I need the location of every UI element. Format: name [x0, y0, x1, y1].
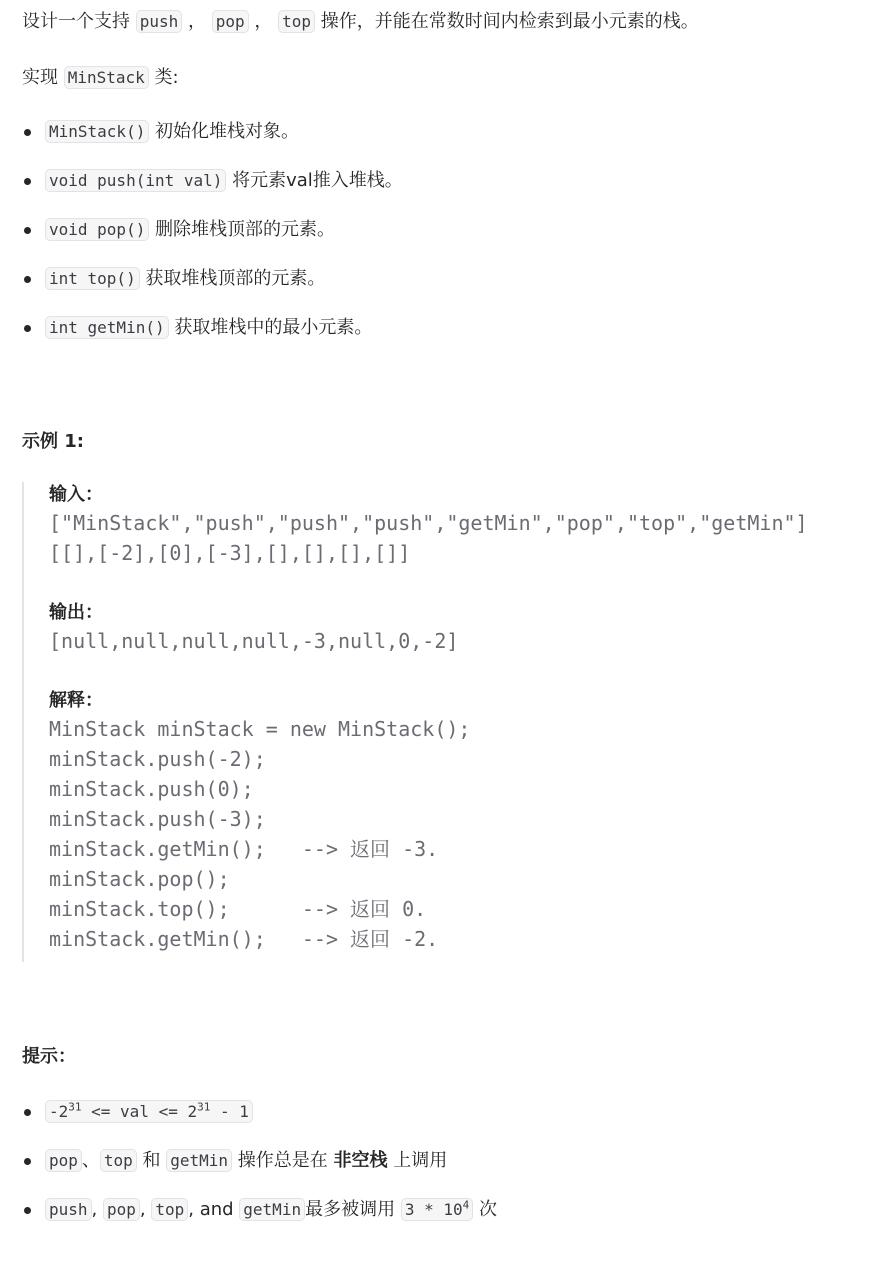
hints-heading: 提示： — [22, 1046, 76, 1067]
constraint-item — [22, 1098, 862, 1126]
separator: 和 — [136, 1150, 167, 1171]
explain-line: minStack.push(-3); — [49, 807, 266, 831]
method-item — [22, 216, 862, 244]
constraint-range-code — [45, 1100, 253, 1123]
input-label: 输入： — [49, 484, 103, 505]
constraint-item — [22, 1147, 862, 1175]
impl-text: 实现 — [22, 67, 64, 88]
explain-line: minStack.top(); --> 返回 0. — [49, 897, 427, 921]
code-text: -2 — [49, 1102, 69, 1121]
explain-line: minStack.push(-2); — [49, 747, 266, 771]
inline-code-pop: pop — [212, 10, 249, 33]
inline-code-push: push — [136, 10, 183, 33]
explain-line: minStack.pop(); — [49, 867, 230, 891]
method-list — [22, 118, 862, 342]
method-description: 获取堆栈中的最小元素。 — [168, 317, 373, 338]
explain-line: minStack.push(0); — [49, 777, 254, 801]
separator: 、 — [81, 1150, 100, 1171]
separator: , — [139, 1199, 152, 1220]
inline-code-top: top — [100, 1149, 137, 1172]
method-description: 初始化堆栈对象。 — [149, 121, 300, 142]
separator: ， — [182, 11, 212, 32]
method-signature: int getMin() — [45, 316, 169, 339]
inline-code-minstack: MinStack — [64, 66, 149, 89]
explain-label: 解释： — [49, 690, 103, 711]
explain-line: minStack.getMin(); --> 返回 -3. — [49, 837, 439, 861]
explain-line: MinStack minStack = new MinStack(); — [49, 717, 471, 741]
method-signature: void push(int val) — [45, 169, 226, 192]
method-item — [22, 118, 862, 146]
intro-paragraph — [22, 8, 699, 36]
inline-code-push: push — [45, 1198, 92, 1221]
input-line: ["MinStack","push","push","push","getMin","pop","top","getMin"] — [49, 511, 808, 535]
inline-code-getmin: getMin — [166, 1149, 232, 1172]
method-description: 获取堆栈顶部的元素。 — [139, 268, 326, 289]
code-text: 3 * 10 — [404, 1200, 463, 1219]
separator: ， — [248, 11, 279, 32]
code-text: <= val <= 2 — [81, 1102, 198, 1121]
method-signature: MinStack() — [45, 120, 149, 143]
explain-line: minStack.getMin(); --> 返回 -2. — [49, 927, 439, 951]
output-label: 输出： — [49, 602, 103, 623]
exponent: 31 — [197, 1100, 211, 1114]
impl-paragraph — [22, 64, 179, 92]
intro-text: 设计一个支持 — [22, 11, 136, 32]
method-description: 将元素val推入堆栈。 — [226, 170, 403, 191]
emphasis-text: 非空栈 — [333, 1150, 388, 1171]
constraint-text: 最多被调用 — [305, 1199, 401, 1220]
intro-text: 操作，并能在常数时间内检索到最小元素的栈。 — [314, 11, 699, 32]
method-item — [22, 167, 862, 195]
constraint-text: 次 — [473, 1199, 497, 1220]
method-item — [22, 265, 862, 293]
inline-code-pop: pop — [103, 1198, 140, 1221]
exponent: 31 — [68, 1100, 82, 1114]
input-line: [[],[-2],[0],[-3],[],[],[],[]] — [49, 541, 411, 565]
constraint-text: 操作总是在 — [232, 1150, 334, 1171]
method-signature: void pop() — [45, 218, 149, 241]
separator: , — [91, 1199, 103, 1220]
call-limit-code — [401, 1198, 473, 1221]
inline-code-top: top — [151, 1198, 188, 1221]
inline-code-pop: pop — [45, 1149, 82, 1172]
inline-code-getmin: getMin — [239, 1198, 305, 1221]
method-signature: int top() — [45, 267, 140, 290]
constraint-text: 上调用 — [387, 1150, 448, 1171]
impl-text: 类: — [148, 67, 179, 88]
constraints-list — [22, 1098, 862, 1224]
method-description: 删除堆栈顶部的元素。 — [149, 219, 336, 240]
code-text: - 1 — [210, 1102, 249, 1121]
exponent: 4 — [462, 1198, 470, 1212]
inline-code-top: top — [278, 10, 315, 33]
example-content — [49, 482, 808, 954]
example-heading: 示例 1: — [22, 431, 84, 452]
example-block — [22, 482, 864, 962]
constraint-item — [22, 1196, 862, 1224]
method-item — [22, 314, 862, 342]
output-line: [null,null,null,null,-3,null,0,-2] — [49, 629, 459, 653]
separator: , and — [188, 1199, 240, 1220]
